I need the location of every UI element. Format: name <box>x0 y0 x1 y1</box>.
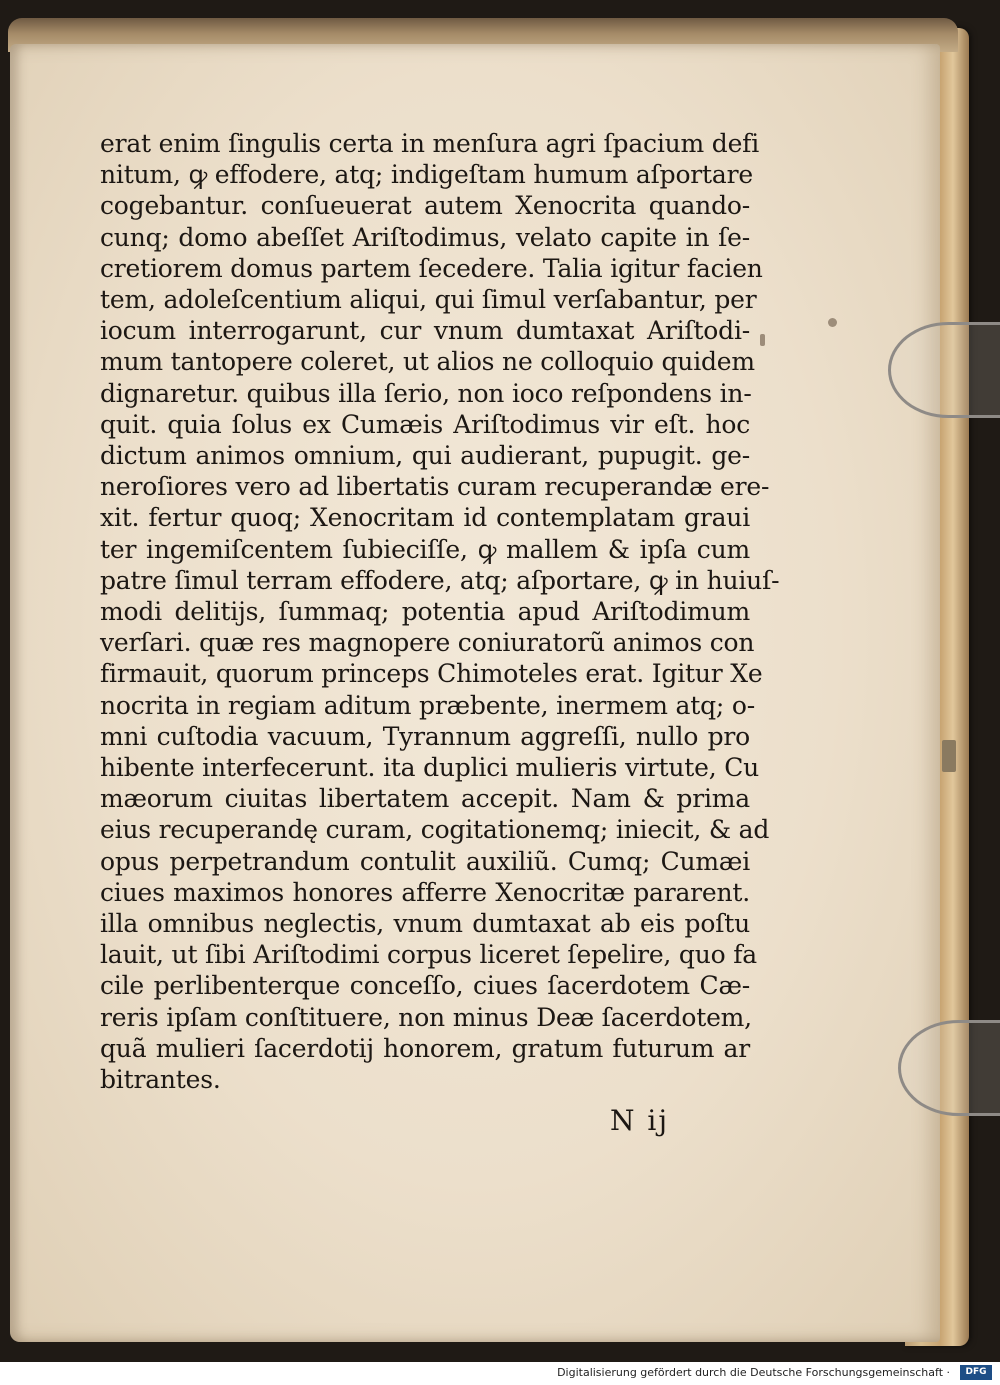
footer-credit: Digitalisierung gefördert durch die Deutsche Forschungsgemeinschaft · <box>557 1366 950 1379</box>
text-line: hibente interfecerunt. ita duplici mulieris virtute, Cu <box>100 753 760 783</box>
text-line: cunq; domo abeſſet Ariſtodimus, velato capite in ſe- <box>100 222 750 252</box>
text-line: quã mulieri ſacerdotij honorem, gratum futurum ar <box>100 1033 750 1063</box>
paper-speck <box>760 334 765 346</box>
text-line: eius recuperandę curam, cogitationemq; iniecit, & ad <box>100 815 770 845</box>
text-line: mum tantopere coleret, ut alios ne colloquio quidem <box>100 347 755 377</box>
text-line: cretiorem domus partem ſecedere. Talia igitur facien <box>100 253 763 283</box>
text-line: mni cuſtodia vacuum, Tyrannum aggreſſi, nullo pro <box>100 721 750 751</box>
text-line: neroſiores vero ad libertatis curam recuperandæ ere- <box>100 472 770 502</box>
text-line: patre ſimul terram effodere, atq; aſportare, ꝙ in huiuſ- <box>100 565 780 595</box>
text-line: xit. fertur quoq; Xenocritam id contemplatam graui <box>100 503 750 533</box>
text-line: erat enim ſingulis certa in menſura agri ſpacium defi <box>100 129 760 158</box>
text-line: bitrantes. <box>100 1065 221 1095</box>
text-line: dictum animos omnium, qui audierant, pupugit. ge- <box>100 441 750 471</box>
text-line: opus perpetrandum contulit auxiliũ. Cumq; Cumæi <box>100 846 750 876</box>
text-line: dignaretur. quibus illa ſerio, non ioco reſpondens in- <box>100 378 752 408</box>
text-line: cogebantur. conſueuerat autem Xenocrita quando- <box>100 191 750 221</box>
text-line: verſari. quæ res magnopere coniuratorũ animos con <box>100 628 755 658</box>
text-line: quit. quia ſolus ex Cumæis Ariſtodimus vir eſt. hoc <box>100 409 750 439</box>
footer-bar <box>0 1362 1000 1385</box>
text-line: nocrita in regiam aditum præbente, inermem atq; o- <box>100 690 755 720</box>
text-line: iocum interrogarunt, cur vnum dumtaxat Ariſtodi- <box>100 316 750 346</box>
text-line: cile perlibenterque conceſſo, ciues ſacerdotem Cæ- <box>100 971 750 1001</box>
text-line: ter ingemiſcentem ſubieciſſe, ꝙ mallem & ipſa cum <box>100 534 750 564</box>
signature-mark: N ij <box>610 1104 670 1137</box>
text-line: firmauit, quorum princeps Chimoteles erat. Igitur Xe <box>100 659 763 689</box>
page-tab <box>942 740 956 772</box>
text-line: lauit, ut ſibi Ariſtodimi corpus liceret ſepelire, quo fa <box>100 940 757 970</box>
text-line: mæorum ciuitas libertatem accepit. Nam & prima <box>100 784 750 814</box>
text-line: tem, adoleſcentium aliqui, qui ſimul verſabantur, per <box>100 285 757 315</box>
text-line: illa omnibus neglectis, vnum dumtaxat ab eis poſtu <box>100 909 750 939</box>
text-line: reris ipſam conſtituere, non minus Deæ ſacerdotem, <box>100 1002 752 1032</box>
text-line: modi delitijs, ſummaq; potentia apud Ariſtodimum <box>100 597 750 627</box>
text-line: nitum, ꝙ effodere, atq; indigeſtam humum aſportare <box>100 160 753 190</box>
paper-clip <box>888 322 1000 418</box>
dfg-logo: DFG <box>960 1365 992 1380</box>
page-text <box>100 128 780 1095</box>
text-line: ciues maximos honores afferre Xenocritæ pararent. <box>100 877 750 907</box>
paper-speck <box>828 318 837 327</box>
